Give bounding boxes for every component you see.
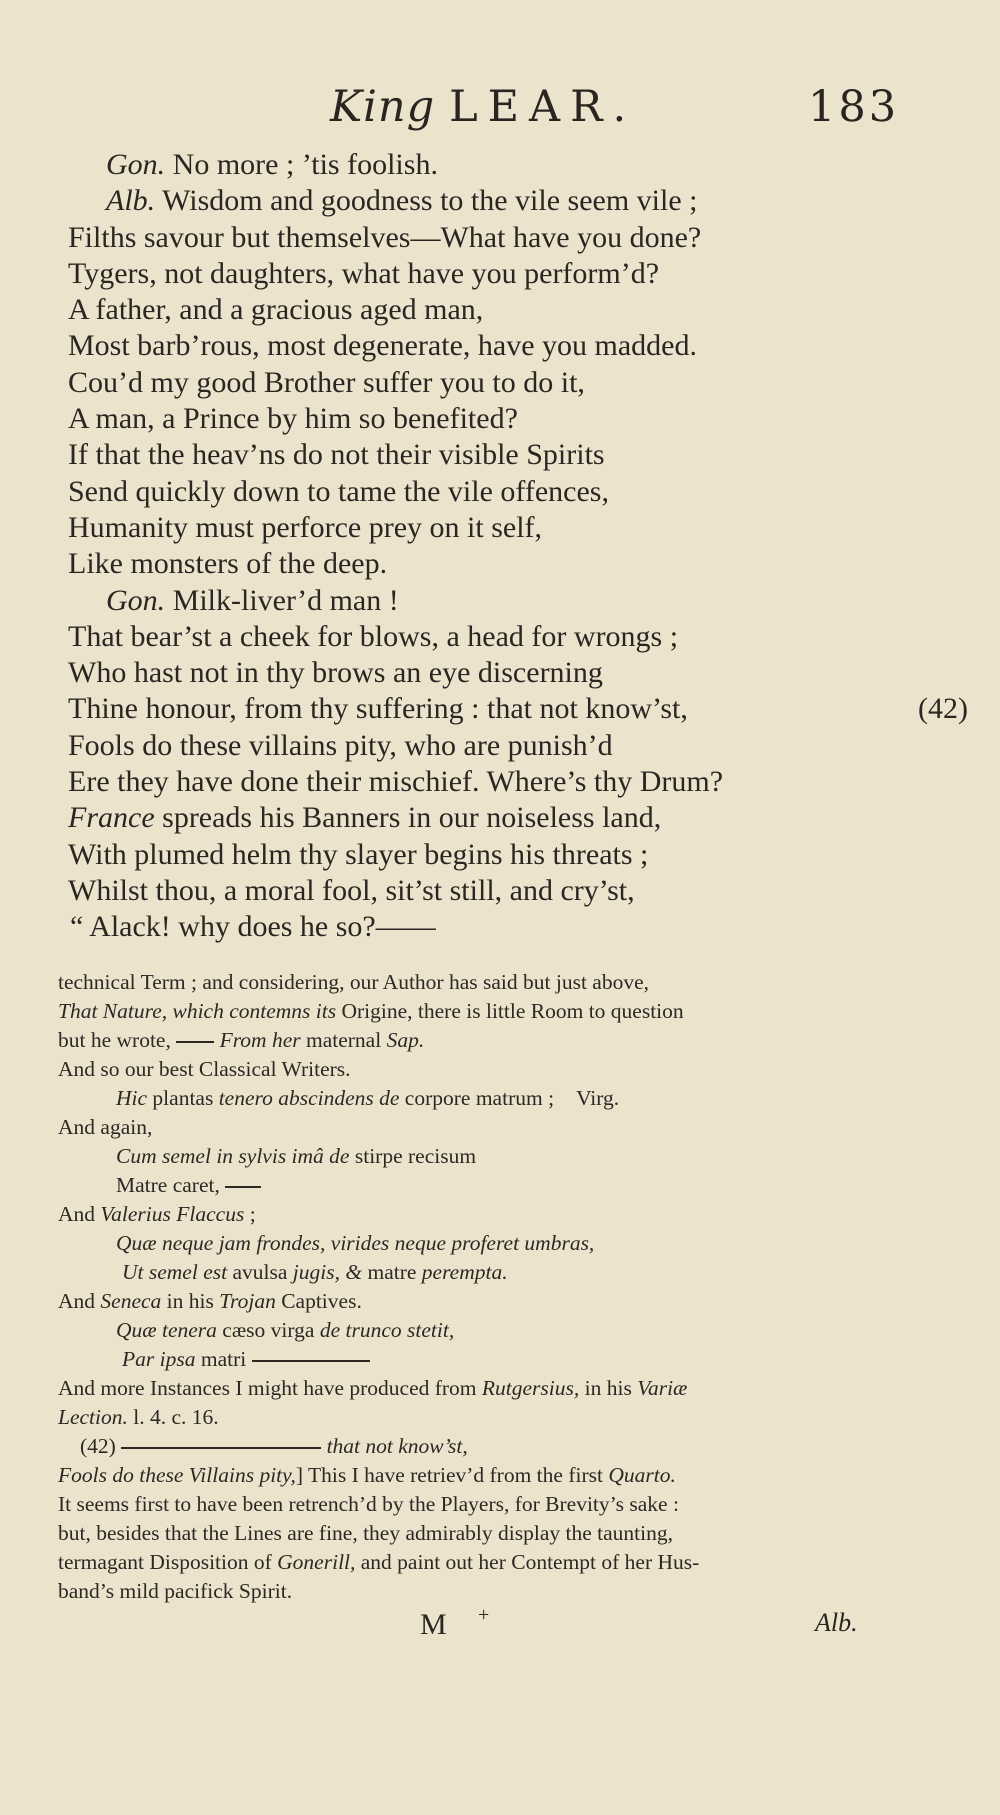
verse-line: “ Alack! why does he so?—— bbox=[70, 910, 436, 944]
verse-line: Filths savour but themselves—What have you done? bbox=[68, 220, 702, 254]
verse-line: That bear’st a cheek for blows, a head for wrongs ; bbox=[68, 619, 679, 653]
verse-line: France spreads his Banners in our noiseless land, bbox=[68, 801, 662, 835]
speaker-alb: Alb. bbox=[106, 184, 156, 218]
quotation-line: Matre caret, bbox=[58, 1171, 878, 1200]
speaker-gon: Gon. bbox=[106, 148, 166, 181]
note-line: technical Term ; and considering, our Author has said but just above, bbox=[58, 970, 650, 994]
verse-line: With plumed helm thy slayer begins his threats ; bbox=[68, 837, 649, 871]
note-reference: (42) bbox=[918, 692, 968, 726]
note-line: And more Instances I might have produced from Rutgersius, in his Variæ bbox=[58, 1376, 688, 1400]
note-line: but, besides that the Lines are fine, they admirably display the taunting, bbox=[58, 1521, 673, 1545]
quotation-line: Quæ neque jam frondes, virides neque proferet umbras, bbox=[116, 1231, 595, 1255]
note-line: (42) that not know’st, bbox=[80, 1434, 468, 1458]
note-line: termagant Disposition of Gonerill, and paint out her Contempt of her Hus- bbox=[58, 1550, 700, 1574]
note-line: band’s mild pacifick Spirit. bbox=[58, 1579, 293, 1603]
verse-line: Who hast not in thy brows an eye discerning bbox=[68, 656, 603, 690]
note-line: but he wrote, From her maternal Sap. bbox=[58, 1028, 425, 1052]
rule-dash bbox=[225, 1186, 261, 1188]
note-line: Fools do these Villains pity,] This I have retriev’d from the first Quarto. bbox=[58, 1463, 676, 1487]
verse-line: Gon. Milk-liver’d man ! bbox=[106, 583, 399, 617]
quotation-line: Ut semel est avulsa jugis, & matre perempta. bbox=[122, 1260, 508, 1284]
note-number: (42) bbox=[80, 1434, 116, 1458]
verse-line: Fools do these villains pity, who are punish’d bbox=[68, 728, 613, 762]
verse-line: A man, a Prince by him so benefited? bbox=[68, 402, 518, 436]
verse-line: Send quickly down to tame the vile offences, bbox=[68, 474, 609, 508]
running-title-lear: LEAR. bbox=[449, 82, 637, 132]
rule-dash bbox=[252, 1360, 370, 1362]
verse-line: Whilst thou, a moral fool, sit’st still, and cry’st, bbox=[68, 873, 635, 907]
verse-line: A father, and a gracious aged man, bbox=[68, 293, 484, 327]
footnotes bbox=[58, 968, 878, 1606]
signature-cross: + bbox=[478, 1604, 490, 1626]
note-line: And Valerius Flaccus ; bbox=[58, 1202, 256, 1226]
play-text bbox=[68, 147, 968, 946]
quotation-line: Par ipsa matri bbox=[58, 1345, 878, 1374]
rule-dash bbox=[176, 1041, 214, 1043]
running-title-king: King bbox=[330, 82, 436, 132]
verse-line: If that the heav’ns do not their visible Spirits bbox=[68, 438, 605, 472]
page-number: 183 bbox=[808, 82, 900, 132]
verse-line: Humanity must perforce prey on it self, bbox=[68, 510, 543, 544]
running-header bbox=[0, 82, 1000, 142]
note-line: And so our best Classical Writers. bbox=[58, 1057, 351, 1081]
rule-dash bbox=[121, 1447, 321, 1449]
quotation-line: Cum semel in sylvis imâ de stirpe recisum bbox=[116, 1144, 477, 1168]
quotation-line: Hic plantas tenero abscindens de corpore matrum ; Virg. bbox=[116, 1086, 620, 1110]
verse-line: Most barb’rous, most degenerate, have you madded. bbox=[68, 329, 697, 363]
quotation-line: Quæ tenera cæso virga de trunco stetit, bbox=[116, 1318, 455, 1342]
running-title bbox=[330, 82, 636, 132]
speaker-gon: Gon. bbox=[106, 583, 166, 617]
page-footer bbox=[0, 1604, 1000, 1648]
note-line: Lection. l. 4. c. 16. bbox=[58, 1405, 219, 1429]
verse-line: Cou’d my good Brother suffer you to do it, bbox=[68, 365, 585, 399]
note-line: And Seneca in his Trojan Captives. bbox=[58, 1289, 362, 1313]
note-line: It seems first to have been retrench’d by the Players, for Brevity’s sake : bbox=[58, 1492, 679, 1516]
verse-line: Like monsters of the deep. bbox=[68, 547, 388, 581]
note-line: And again, bbox=[58, 1115, 153, 1139]
verse-line: Thine honour, from thy suffering : that not know’st, (42) bbox=[68, 691, 968, 727]
signature-mark: M bbox=[420, 1608, 447, 1641]
verse-line: Gon. No more ; ’tis foolish. bbox=[106, 148, 438, 181]
note-line: That Nature, which contemns its Origine, there is little Room to question bbox=[58, 999, 684, 1023]
catchword: Alb. bbox=[815, 1608, 858, 1637]
verse-line: Alb. Wisdom and goodness to the vile seem vile ; bbox=[106, 184, 698, 218]
verse-line: Ere they have done their mischief. Where’s thy Drum? bbox=[68, 765, 724, 799]
verse-line: Tygers, not daughters, what have you perform’d? bbox=[68, 256, 660, 290]
